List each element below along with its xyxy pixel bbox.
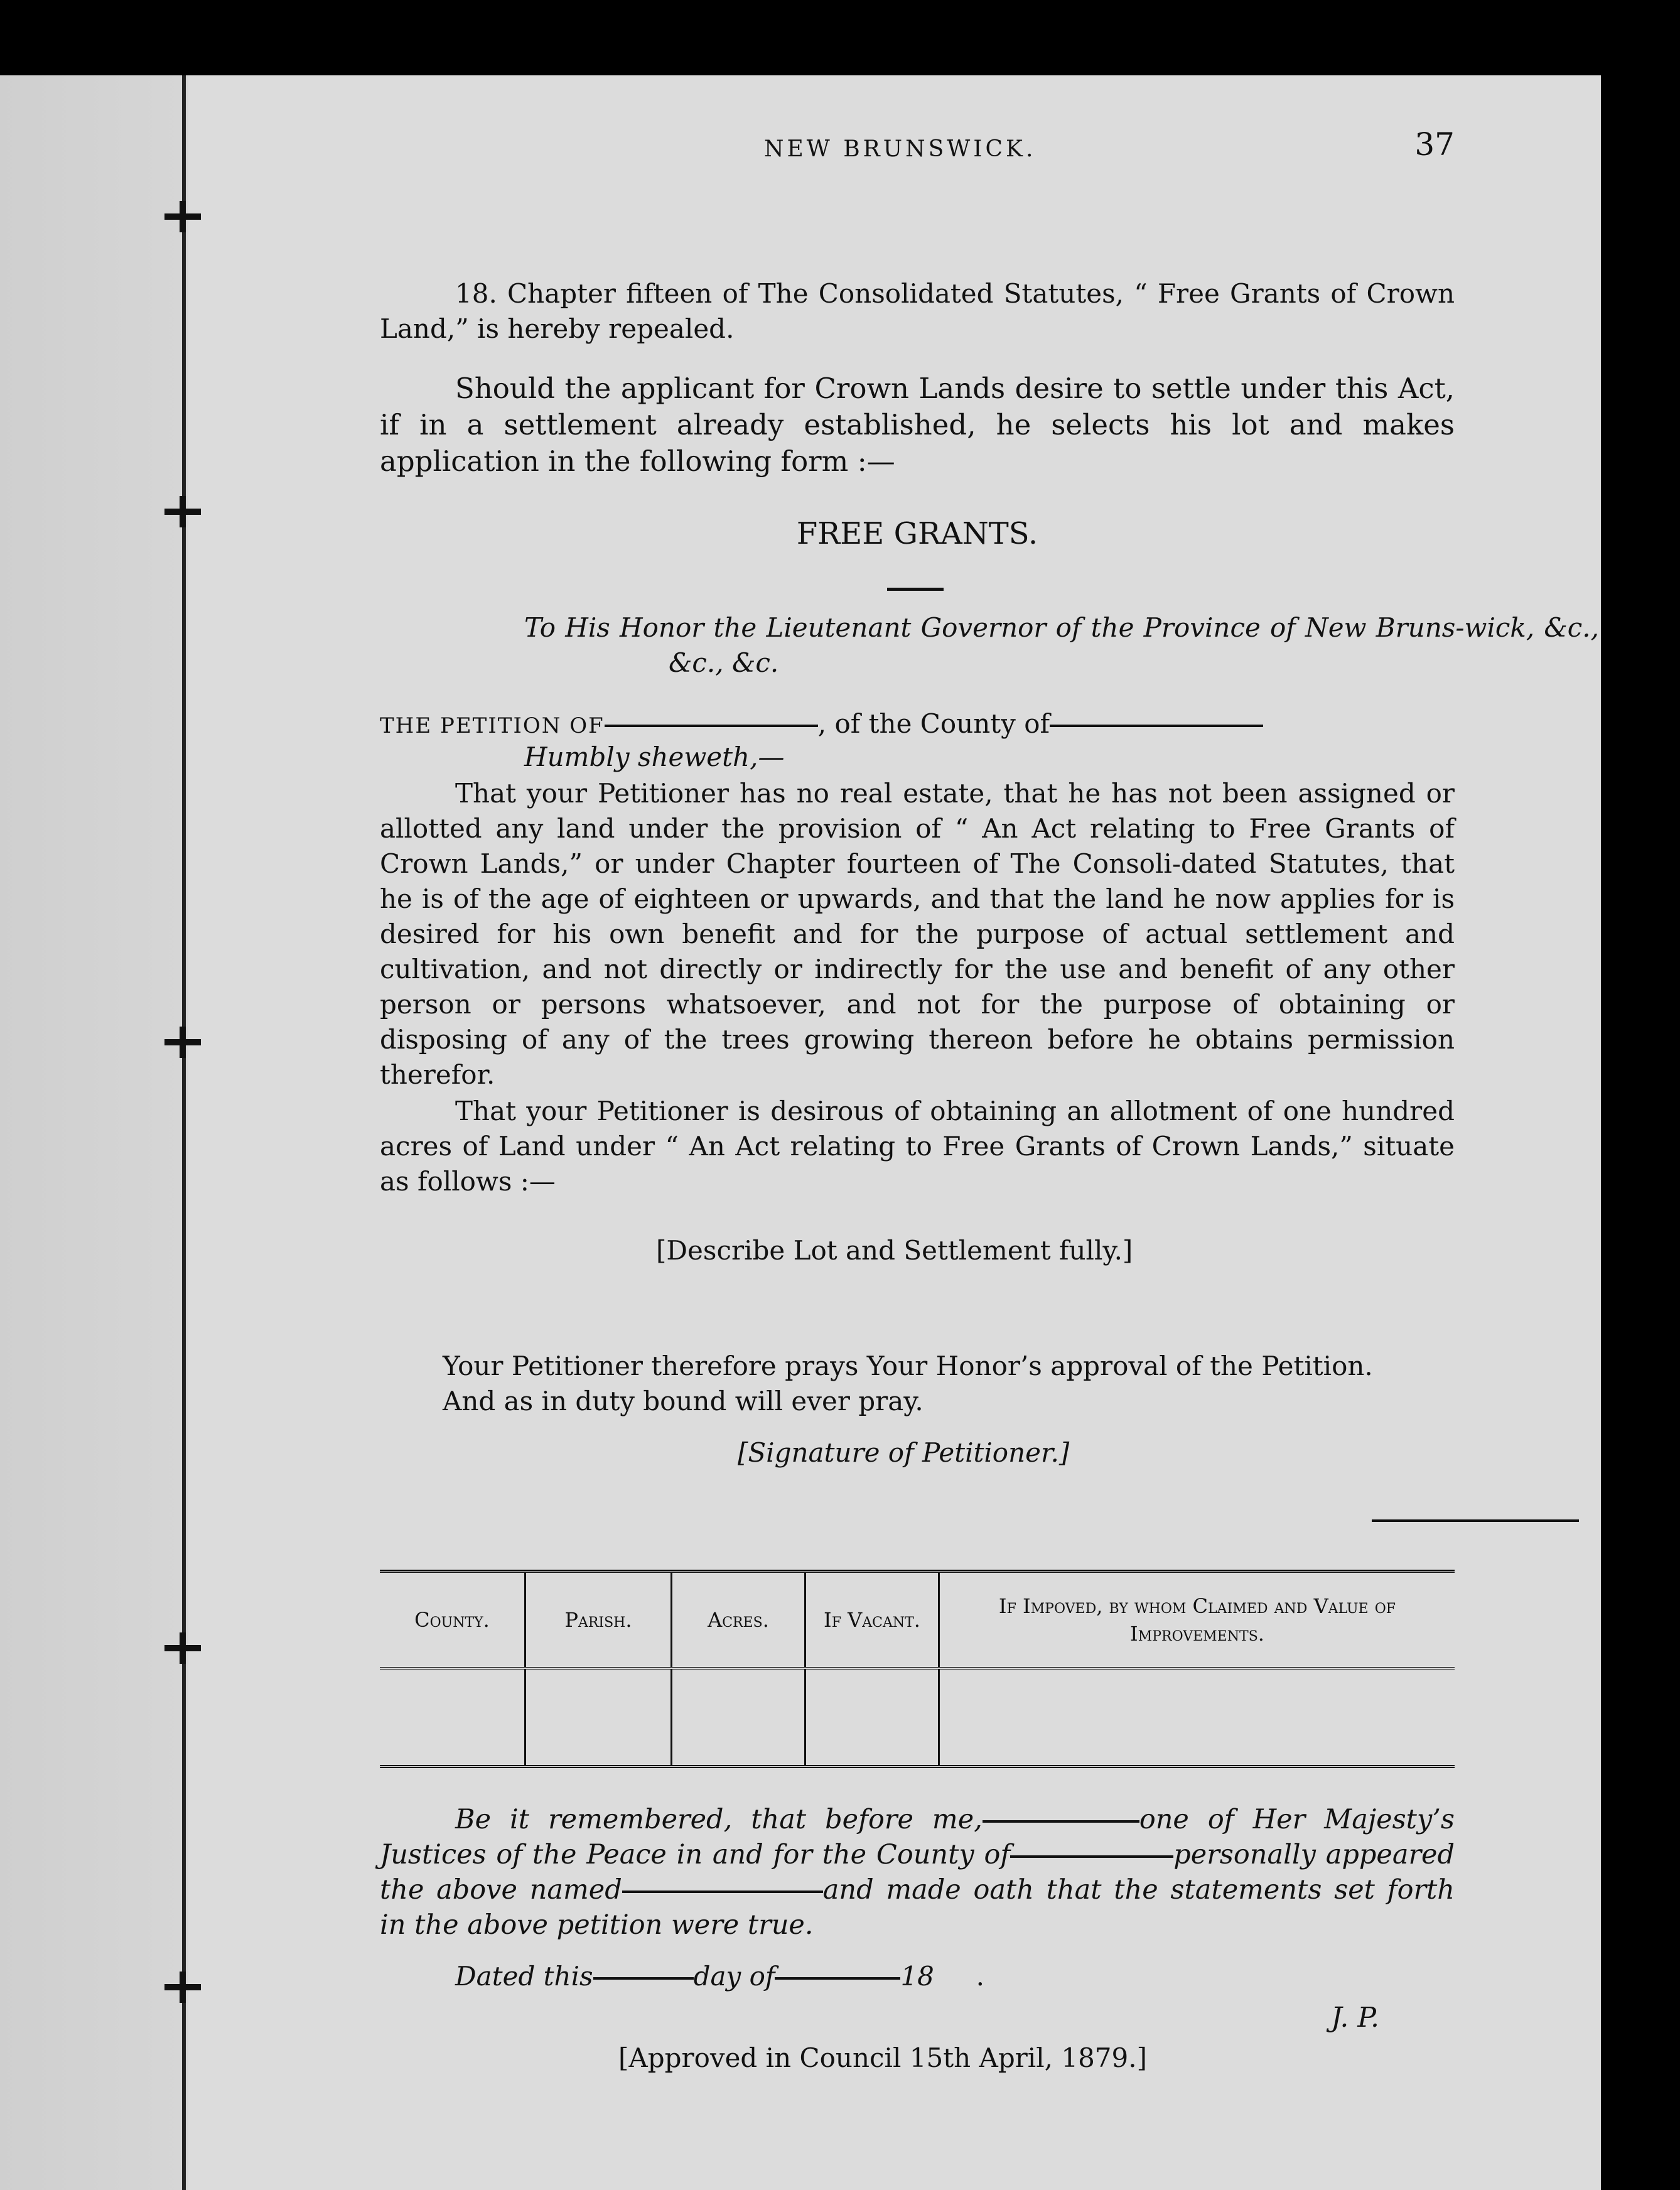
oath-part-1: Be it remembered, that before me, xyxy=(455,1804,983,1835)
register-cell xyxy=(939,1668,1455,1767)
section-18-text: 18. Chapter fifteen of The Consolidated Statutes, “ Free Grants of Crown Land,” is hereby repealed. xyxy=(380,278,1455,344)
address-block xyxy=(380,610,1599,681)
prayer-line-2: And as in duty bound will ever pray. xyxy=(443,1386,923,1416)
prayer-line-1: Your Petitioner therefore prays Your Honor’s approval of the Petition. xyxy=(443,1351,1373,1381)
month-blank xyxy=(775,1977,900,1980)
register-blank-row xyxy=(380,1668,1455,1767)
address-text: To His Honor the Lieutenant Governor of the Province of New Bruns-wick, &c., &c., &c. xyxy=(524,612,1599,678)
title-rule xyxy=(887,588,944,591)
oath-part-4: and made oath that the statements set forth in the above petition were true. xyxy=(380,1874,1455,1941)
salutation: Humbly sheweth,— xyxy=(524,742,785,772)
scan-left-margin xyxy=(0,75,188,2190)
petition-line xyxy=(380,706,1455,743)
petition-paragraph-2 xyxy=(380,1094,1455,1199)
describe-note: [Describe Lot and Settlement fully.] xyxy=(656,1235,1133,1266)
oath-text xyxy=(380,1802,1455,1943)
register-cell xyxy=(525,1668,672,1767)
county-blank xyxy=(1050,725,1263,727)
register-cell xyxy=(805,1668,939,1767)
register-header-row xyxy=(380,1572,1455,1669)
jp-name-blank xyxy=(983,1820,1139,1823)
county-of-label: , of the County of xyxy=(817,708,1050,739)
petitioner-name-blank xyxy=(605,725,818,727)
dated-dot: . xyxy=(976,1961,985,1992)
signature-line xyxy=(1372,1519,1579,1522)
petition-paragraph-1 xyxy=(380,776,1455,1092)
petition-paragraph-2-text: That your Petitioner is desirous of obtaining an allotment of one hundred acres of Land under “ An Act relating to Free Grants of Crown Lands,” situate as follows :— xyxy=(380,1096,1455,1197)
section-18 xyxy=(380,276,1455,347)
col-parish: Parish. xyxy=(525,1572,672,1669)
signature-note: [Signature of Petitioner.] xyxy=(738,1437,1070,1468)
col-acres: Acres. xyxy=(672,1572,805,1669)
col-improvements: If Impoved, by whom Claimed and Value of Improvements. xyxy=(939,1572,1455,1669)
petition-paragraph-1-text: That your Petitioner has no real estate, that he has not been assigned or allotted any land under the provision of “ An Act relating to Free Grants of Crown Lands,” or under Chapter fourteen of The Consoli-dated Statutes, that he is of the age of eighteen or upwards, and that the land he now applies for is desired for his own benefit and for the purpose of actual settlement and cultivation, and not directly or indirectly for the use and benefit of any other person or persons whatsoever, and not for the purpose of obtaining or disposing of any of the trees growing thereon before he obtains permission therefor. xyxy=(380,778,1455,1090)
petition-of-label: THE PETITION OF xyxy=(380,713,605,738)
running-head: NEW BRUNSWICK. xyxy=(764,136,1037,162)
col-county: County. xyxy=(380,1572,525,1669)
intro-paragraph xyxy=(380,370,1455,480)
page-header xyxy=(380,126,1455,170)
jp-signature: J. P. xyxy=(1331,2002,1379,2034)
register-cell xyxy=(380,1668,525,1767)
register-cell xyxy=(672,1668,805,1767)
oath-block xyxy=(380,1802,1455,1943)
day-blank xyxy=(593,1977,694,1980)
dated-prefix: Dated this xyxy=(455,1961,593,1992)
approval-note: [Approved in Council 15th April, 1879.] xyxy=(618,2042,1147,2073)
form-title: FREE GRANTS. xyxy=(796,516,1038,551)
col-if-vacant: If Vacant. xyxy=(805,1572,939,1669)
year-label: 18 xyxy=(900,1961,934,1992)
oath-county-blank xyxy=(1010,1855,1173,1858)
oath-part-2: one of Her Majesty’s Justices of the Peace in and for the County of xyxy=(380,1804,1455,1870)
deponent-name-blank xyxy=(622,1891,823,1893)
page-number: 37 xyxy=(1414,126,1455,163)
register-table xyxy=(380,1570,1455,1768)
day-of-label: day of xyxy=(693,1961,775,1992)
binding-line xyxy=(182,75,186,2190)
dated-line xyxy=(380,1959,1455,1994)
oath-part-3: personally appeared the above named xyxy=(380,1839,1455,1906)
intro-text: Should the applicant for Crown Lands desire to settle under this Act, if in a settlement already established, he selects his lot and makes application in the following form :— xyxy=(380,372,1455,478)
